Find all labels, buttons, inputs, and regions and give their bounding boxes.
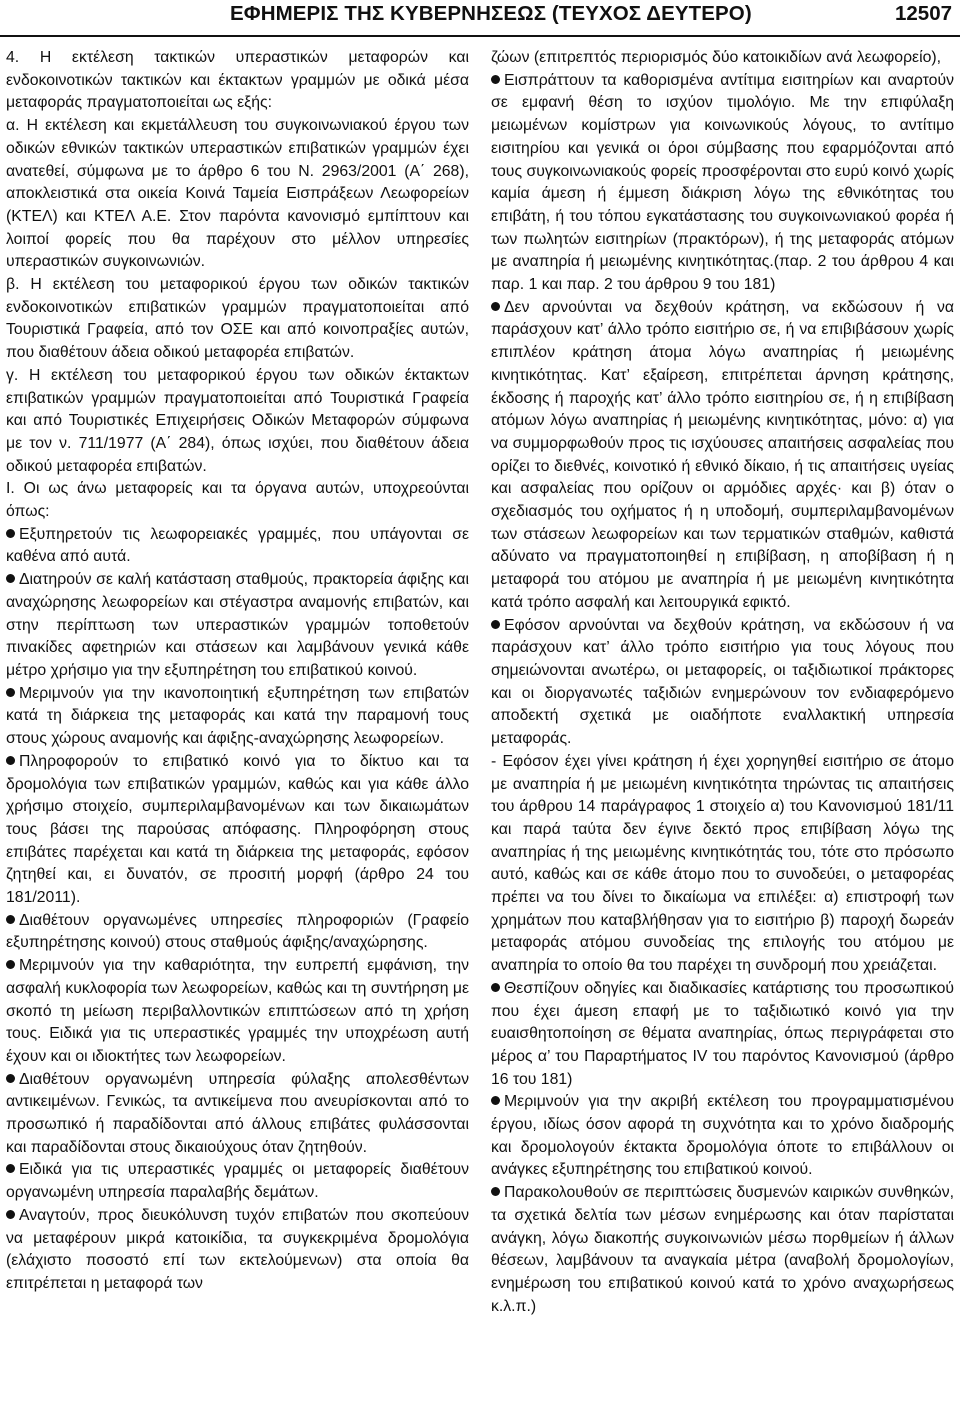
gazette-title: ΕΦΗΜΕΡΙΣ ΤΗΣ ΚΥΒΕΡΝΗΣΕΩΣ (ΤΕΥΧΟΣ ΔΕΥΤΕΡΟ) (230, 2, 752, 25)
bullet-dot-icon (6, 756, 15, 765)
bullet-item (6, 910, 469, 955)
bullet-item (491, 70, 954, 297)
bullet-dot-icon (6, 915, 15, 924)
left-column (6, 47, 469, 1296)
bullet-dot-icon (6, 1164, 15, 1173)
bullet-item (491, 297, 954, 615)
bullet-dot-icon (6, 529, 15, 538)
bullet-item (6, 1069, 469, 1160)
bullet-dot-icon (6, 1074, 15, 1083)
bullet-text: Διατηρούν σε καλή κατάσταση σταθμούς, πρακτορεία άφιξης και αναχώρησης λεωφορείων και στέγαστρα αναμονής επιβατών, και στην περίπτωση των υπεραστικών γραμμών τοποθετούν πινακίδες αφετηριών και στάσεων και λαμβάνουν γενικά κάθε μέτρο χρήσιμο για την εξυπηρέτηση του επιβατικού κοινού. (6, 571, 469, 679)
bullet-dot-icon (491, 983, 500, 992)
page-number: 12507 (894, 2, 952, 25)
bullet-text: Παρακολουθούν σε περιπτώσεις δυσμενών καιρικών συνθηκών, τα σχετικά δελτία των μέσων ενημέρωσης και όταν παρίσταται ανάγκη, λόγω διακοπής συγκοινωνιών μέσω πορθμείων ή άλλων θέσεων, λαμβάνουν τα αναγκαία μέτρα (αναβολή δρομολογίων, ενημέρωση του επιβατικού κοινού κατά το χρόνο αναχωρήσεως κ.λ.π.) (491, 1184, 954, 1315)
paragraph: ζώων (επιτρεπτός περιορισμός δύο κατοικιδίων ανά λεωφορείο), (491, 49, 942, 66)
bullet-text: Μεριμνούν για την καθαριότητα, την ευπρεπή εμφάνιση, την ασφαλή κυκλοφορία των λεωφορείων, καθώς και τη συντήρηση με σκοπό τη μείωση περιβαλλοντικών επιπτώσεων από τη χρήση τους. Ειδικά για τις υπεραστικές γραμμές την υποχρέωση αυτή έχουν και οι ιδιοκτήτες των λεωφορείων. (6, 957, 470, 1065)
paragraph: Ι. Οι ως άνω μεταφορείς και τα όργανα αυτών, υποχρεούνται όπως: (6, 480, 469, 521)
bullet-dot-icon (6, 574, 15, 583)
page-header (0, 0, 960, 40)
bullet-text: Πληροφορούν το επιβατικό κοινό για το δίκτυο και τα δρομολόγια των επιβατικών γραμμών, καθώς και για κάθε άλλο χρήσιμο στοιχείο, συμπεριλαμβανομένων και των δικαιωμάτων τους βάσει της παρούσας απόφασης. Πληροφόρηση στους επιβάτες παρέχεται και κατά τη διάρκεια της μεταφοράς, εφόσον ζητηθεί και, ει δυνατόν, σε προσιτή μορφή (άρθρο 24 του 181/2011). (6, 752, 469, 907)
paragraph: - Εφόσον έχει γίνει κράτηση ή έχει χορηγηθεί εισιτήριο σε άτομο με αναπηρία ή με μειωμένη κινητικότητα τηρώντας τις απαιτήσεις του άρθρου 14 παράγραφος 1 στοιχείο α) του Κανονισμού 181/11 και παρά ταύτα δεν έγινε δεκτό προς επιβίβαση λόγω της αναπηρίας ή της μειωμένης κινητικότητάς του, τότε στο πρόσωπο αυτό, καθώς και σε κάθε άτομο που το συνοδεύει, ο μεταφορέας πρέπει να του δίνει το δικαίωμα να επιλέξει: α) επιστροφή των χρημάτων που καταβλήθησαν για το εισιτήριο β) παροχή δωρεάν μεταφοράς ατόμου συνοδείας της επιλογής του ατόμου με αναπηρία το οποίο θα του παρέχει τη συνδρομή που χρειάζεται. (491, 752, 954, 975)
bullet-item (6, 1159, 469, 1204)
bullet-dot-icon (491, 302, 500, 311)
bullet-dot-icon (491, 1096, 500, 1105)
bullet-text: Μεριμνούν για την ικανοποιητική εξυπηρέτηση των επιβατών κατά τη διάρκεια της μεταφοράς και κατά την παραμονή τους στους χώρους αναμονής και άφιξης-αναχώρησης λεωφορείων. (6, 684, 469, 748)
paragraph: β. Η εκτέλεση του μεταφορικού έργου των οδικών τακτικών ενδοκοινοτικών επιβατικών γραμμών πραγματοποιείται από Τουριστικά Γραφεία, από τον ΟΣΕ και από κοινοπραξίες αυτών, που διαθέτουν άδεια οδικού μεταφορέα επιβατών. (6, 276, 469, 362)
bullet-text: Διαθέτουν οργανωμένη υπηρεσία φύλαξης απολεσθέντων αντικειμένων. Γενικώς, τα αντικείμενα που ανευρίσκονται από το προσωπικό ή παραδίδονται από άλλους επιβάτες φυλάσσονται και παραδίδονται στους δικαιούχους όταν ζητηθούν. (6, 1070, 469, 1156)
bullet-item (6, 751, 469, 910)
bullet-item (6, 955, 469, 1069)
bullet-item (491, 615, 954, 751)
paragraph: α. Η εκτέλεση και εκμετάλλευση του συγκοινωνιακού έργου των οδικών εθνικών τακτικών υπεραστικών επιβατικών γραμμών έχει ανατεθεί, σύμφωνα με το άρθρο 6 του Ν. 2963/2001 (Α΄ 268), αποκλειστικά στα οικεία Κοινά Ταμεία Εισπράξεων Λεωφορείων (ΚΤΕΛ) και ΚΤΕΛ Α.Ε. Στον παρόντα κανονισμό εμπίπτουν και λοιποί φορείς που θα παρέχουν στο μέλλον υπηρεσίες υπεραστικών συγκοινωνιών. (6, 117, 469, 271)
bullet-dot-icon (6, 1210, 15, 1219)
bullet-text: Εξυπηρετούν τις λεωφορειακές γραμμές, που υπάγονται σε καθένα από αυτά. (6, 525, 469, 566)
bullet-dot-icon (6, 688, 15, 697)
bullet-item (491, 1091, 954, 1182)
bullet-text: Εισπράττουν τα καθορισμένα αντίτιμα εισιτηρίων και αναρτούν σε εμφανή θέση το ισχύον τιμολόγιο. Με την επιφύλαξη μειωμένων κομίστρων για κοινωνικούς λόγους, το αντίτιμο εισιτηρίου και γενικά οι όροι σύμβασης που εφαρμόζονται από τους συγκοινωνιακούς φορείς προσφέρονται στο ευρύ κοινό χωρίς καμία άμεση ή έμμεση διάκριση λόγω της εθνικότητας του επιβάτη, ή του τόπου εγκατάστασης του συγκοινωνιακού φορέα ή των πωλητών εισιτηρίων (πρακτόρων), ή της μεταφοράς ατόμων με αναπηρία ή μειωμένης κινητικότητας.(παρ. 2 του άρθρου 4 και παρ. 1 και παρ. 2 του άρθρου 9 του 181) (491, 71, 954, 294)
bullet-dot-icon (6, 960, 15, 969)
right-column (491, 47, 954, 1318)
bullet-text: Ειδικά για τις υπεραστικές γραμμές οι μεταφορείς διαθέτουν οργανωμένη υπηρεσία παραλαβής δεμάτων. (6, 1161, 469, 1202)
bullet-item (6, 683, 469, 751)
bullet-dot-icon (491, 75, 500, 84)
bullet-dot-icon (491, 1187, 500, 1196)
bullet-item (491, 978, 954, 1092)
bullet-item (491, 1182, 954, 1318)
bullet-text: Μεριμνούν για την ακριβή εκτέλεση του προγραμματισμένου έργου, ιδίως όσον αφορά τη συχνότητα και το χρόνο διαδρομής και δρομολογούν έκτακτα δρομολόγια όποτε το επιβάλλουν οι ανάγκες εξυπηρέτησης του επιβατικού κοινού. (491, 1093, 954, 1179)
bullet-text: Εφόσον αρνούνται να δεχθούν κράτηση, να εκδώσουν ή να παράσχουν κατ’ άλλο τρόπο εισιτήριο για τους λόγους που σημειώνονται ανωτέρω, οι μεταφορείς, οι ταξιδιωτικοί πράκτορες και οι διοργανωτές ταξιδιών ενημερώνουν τον ενδιαφερόμενο αποδεκτή σχετικά με οιαδήποτε εναλλακτική υπηρεσία μεταφοράς. (491, 616, 954, 748)
bullet-item (6, 1205, 469, 1296)
bullet-text: Διαθέτουν οργανωμένες υπηρεσίες πληροφοριών (Γραφείο εξυπηρέτησης κοινού) στους σταθμούς άφιξης/αναχώρησης. (6, 911, 469, 952)
paragraph: γ. Η εκτέλεση του μεταφορικού έργου των οδικών έκτακτων επιβατικών γραμμών πραγματοποιείται από Τουριστικά Γραφεία και από Τουριστικές Επιχειρήσεις Οδικών Μεταφορών σύμφωνα με τον ν. 711/1977 (Α΄ 284), όπως ισχύει, που διαθέτουν άδεια οδικού μεταφορέα επιβατών. (6, 366, 469, 475)
bullet-text: Αναγτούν, προς διευκόλυνση τυχόν επιβατών που σκοπεύουν να μεταφέρουν μικρά κατοικίδια, τα συγκεκριμένα δρομολόγια (ελάχιστο ποσοστό επί των εκτελούμενων) στα οποία θα επιτρέπεται η μεταφορά των (6, 1206, 469, 1292)
bullet-item (6, 524, 469, 569)
bullet-text: Θεσπίζουν οδηγίες και διαδικασίες κατάρτισης του προσωπικού που έχει άμεση επαφή με το ταξιδιωτικό κοινό για την ευαισθητοποίηση σε θέματα αναπηρίας, όπως περιγράφεται στο μέρος α’ του Παραρτήματος IV του παρόντος Κανονισμού (άρθρο 16 του 181) (491, 979, 954, 1088)
bullet-text: Δεν αρνούνται να δεχθούν κράτηση, να εκδώσουν ή να παράσχουν κατ’ άλλο τρόπο εισιτήριο σε, ή να επιβιβάσουν χωρίς επιπλέον κράτηση άτομα λόγω αναπηρίας ή μειωμένης κινητικότητας. Κατ’ εξαίρεση, επιτρέπεται άρνηση κράτησης, έκδοσης ή παροχής κατ’ άλλο τρόπο εισιτηρίου σε, ή η επιβίβαση ατόμων λόγω αναπηρίας ή μειωμένης κινητικότητας, μόνο: α) για να συμμορφωθούν προς τις ισχύουσες απαιτήσεις ασφαλείας που ορίζει το διεθνές, κοινοτικό ή εθνικό δίκαιο, ή τις απαιτήσεις υγείας και ασφαλείας που ορίζουν οι αρμόδιες αρχές· και β) όταν ο σχεδιασμός του οχήματος ή η υποδομή, συμπεριλαμβανομένων των στάσεων λεωφορείων και των τερματικών σταθμών, καθιστά αδύνατο να πραγματοποιηθεί η επιβίβαση, η αποβίβαση ή η μεταφορά του ατόμου με αναπηρία ή με μειωμένη κινητικότητα κατά τρόπο ασφαλή και λειτουργικά εφικτό. (491, 298, 954, 611)
header-divider (0, 35, 960, 37)
paragraph: 4. Η εκτέλεση τακτικών υπεραστικών μεταφορών και ενδοκοινοτικών τακτικών και έκτακτων γραμμών με οδικά μέσα μεταφοράς πραγματοποιείται ως εξής: (6, 49, 469, 112)
bullet-dot-icon (491, 620, 500, 629)
bullet-item (6, 569, 469, 683)
